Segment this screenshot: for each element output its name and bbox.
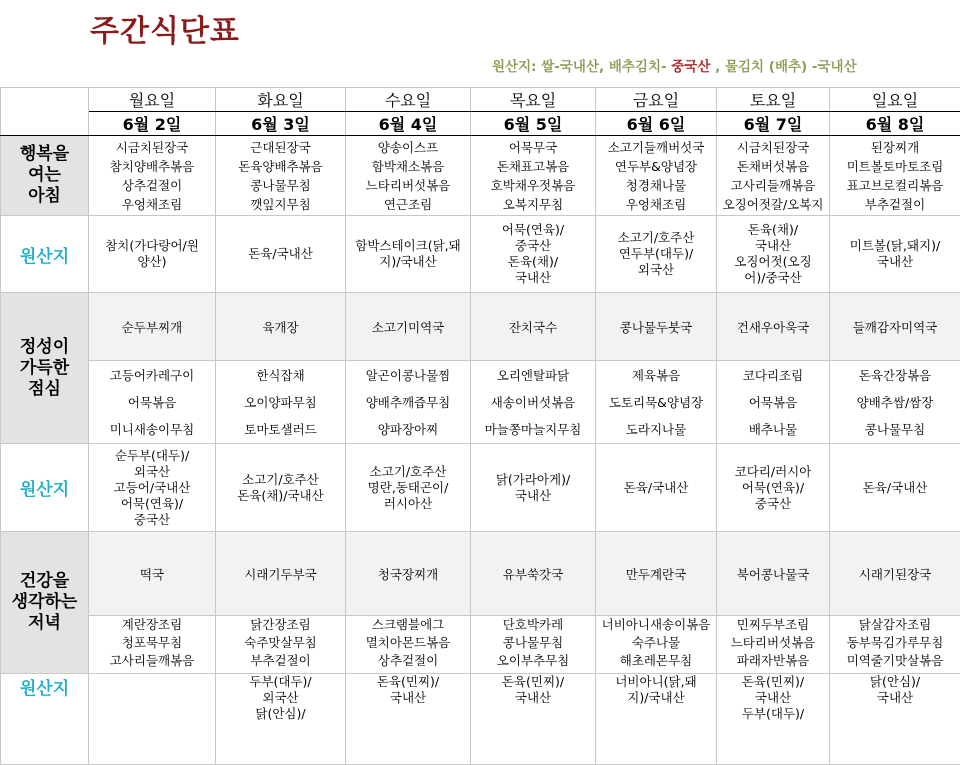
- lunch-side-dish: 도토리묵&양념장: [596, 389, 716, 416]
- lunch-origin-cell: [471, 444, 596, 532]
- lunch-origin-line: 국내산: [473, 488, 593, 504]
- dinner-side-dish: 숙주나물: [596, 634, 716, 652]
- dinner-side-dish: 단호박카레: [471, 616, 595, 634]
- dinner-origin-line: 돈육(민찌)/: [473, 674, 593, 690]
- lunch-side-dish: 토마토샐러드: [216, 416, 345, 443]
- date-header: 6월 2일: [89, 112, 216, 136]
- dinner-origin-cell: [471, 674, 596, 765]
- dinner-origin-cell: [346, 674, 471, 765]
- dinner-origin-cell: [830, 674, 960, 765]
- lunch-side-dish: 양파장아찌: [346, 416, 470, 443]
- day-header: 월요일: [89, 88, 216, 112]
- breakfast-origin-line: 오징어젓(오징: [719, 254, 827, 270]
- breakfast-soup: 어묵무국: [471, 138, 595, 157]
- dinner-side-dish: 콩나물무침: [471, 634, 595, 652]
- dinner-origin-line: 국내산: [348, 690, 468, 706]
- dinner-origin-line: 두부(대두)/: [719, 706, 827, 722]
- breakfast-origin-line: 미트볼(닭,돼지)/: [832, 238, 958, 254]
- lunch-origin-line: 닭(가라아게)/: [473, 472, 593, 488]
- breakfast-side-dish: 돈채버섯볶음: [717, 157, 829, 176]
- breakfast-side-dish: 오징어젓갈/오복지: [717, 195, 829, 214]
- day-header: 일요일: [830, 88, 960, 112]
- breakfast-side-dish: 우엉채조림: [89, 195, 215, 214]
- lunch-side-dish: 양배추깨즙무침: [346, 389, 470, 416]
- date-header: 6월 5일: [471, 112, 596, 136]
- lunch-origin-label: 원산지: [1, 444, 89, 532]
- breakfast-side-dish: 상추겉절이: [89, 176, 215, 195]
- date-header-row: [1, 112, 960, 136]
- dinner-label: 건강을 생각하는 저녁: [1, 532, 89, 674]
- lunch-soup-row: [1, 293, 960, 361]
- dinner-soup-row: [1, 532, 960, 616]
- breakfast-origin-line: 어)/중국산: [719, 270, 827, 286]
- breakfast-side-dish: 돈육양배추볶음: [216, 157, 345, 176]
- dinner-origin-line: 너비아니(닭,돼: [598, 674, 714, 690]
- dinner-side-dish: 부추겉절이: [216, 652, 345, 670]
- dinner-soup-cell: 떡국: [89, 532, 216, 616]
- lunch-side-dish: 오리엔탈파닭: [471, 362, 595, 389]
- breakfast-menu-cell: [89, 136, 216, 216]
- lunch-origin-line: 돈육/국내산: [832, 480, 958, 496]
- breakfast-side-dish: 깻잎지무침: [216, 195, 345, 214]
- breakfast-origin-line: 소고기/호주산: [598, 230, 714, 246]
- lunch-soup-cell: 소고기미역국: [346, 293, 471, 361]
- page-title: 주간식단표: [90, 6, 240, 50]
- dinner-sides-cell: [216, 616, 346, 674]
- dinner-origin-line: 국내산: [719, 690, 827, 706]
- breakfast-origin-cell: [216, 216, 346, 293]
- dinner-side-dish: 민찌두부조림: [717, 616, 829, 634]
- breakfast-side-dish: 콩나물무침: [216, 176, 345, 195]
- breakfast-menu-cell: [471, 136, 596, 216]
- lunch-origin-line: 소고기/호주산: [348, 464, 468, 480]
- breakfast-side-dish: 미트볼토마토조림: [830, 157, 960, 176]
- lunch-sides-row: [1, 361, 960, 444]
- breakfast-origin-line: 돈육(채)/: [719, 222, 827, 238]
- dinner-side-dish: 상추겉절이: [346, 652, 470, 670]
- breakfast-origin-cell: [346, 216, 471, 293]
- breakfast-soup: 소고기들깨버섯국: [596, 138, 716, 157]
- breakfast-soup: 시금치된장국: [89, 138, 215, 157]
- day-header: 목요일: [471, 88, 596, 112]
- lunch-origin-line: 소고기/호주산: [218, 472, 343, 488]
- lunch-origin-cell: [216, 444, 346, 532]
- dinner-side-dish: 닭간장조림: [216, 616, 345, 634]
- dinner-origin-line: 국내산: [473, 690, 593, 706]
- lunch-origin-line: 돈육(채)/국내산: [218, 488, 343, 504]
- breakfast-menu-row: [1, 136, 960, 216]
- day-header: 토요일: [717, 88, 830, 112]
- lunch-side-dish: 배추나물: [717, 416, 829, 443]
- breakfast-menu-cell: [346, 136, 471, 216]
- dinner-origin-cell: [216, 674, 346, 765]
- dinner-side-dish: 스크램블에그: [346, 616, 470, 634]
- dinner-origin-cell: [89, 674, 216, 765]
- origin-note: 원산지: 쌀-국내산, 배추김치- 중국산 , 물김치 (배추) -국내산: [492, 55, 857, 75]
- breakfast-menu-cell: [596, 136, 717, 216]
- breakfast-side-dish: 고사리들깨볶음: [717, 176, 829, 195]
- lunch-origin-cell: [596, 444, 717, 532]
- dinner-origin-line: 외국산: [218, 690, 343, 706]
- lunch-origin-line: 명란,동태곤이/: [348, 480, 468, 496]
- breakfast-label: 행복을 여는 아침: [1, 136, 89, 216]
- dinner-origin-line: 돈육(민찌)/: [348, 674, 468, 690]
- breakfast-origin-line: 돈육(채)/: [473, 254, 593, 270]
- lunch-side-dish: 고등어카레구이: [89, 362, 215, 389]
- breakfast-origin-line: 참치(가다랑어/원: [91, 238, 213, 254]
- lunch-sides-cell: [830, 361, 960, 444]
- lunch-soup-cell: 순두부찌개: [89, 293, 216, 361]
- breakfast-origin-line: 국내산: [832, 254, 958, 270]
- lunch-soup-cell: 잔치국수: [471, 293, 596, 361]
- breakfast-side-dish: 표고브로컬리볶음: [830, 176, 960, 195]
- dinner-side-dish: 동부묵김가루무침: [830, 634, 960, 652]
- dinner-side-dish: 닭살감자조림: [830, 616, 960, 634]
- breakfast-menu-cell: [216, 136, 346, 216]
- dinner-side-dish: 계란장조림: [89, 616, 215, 634]
- breakfast-side-dish: 호박채우젓볶음: [471, 176, 595, 195]
- dinner-origin-row: [1, 674, 960, 765]
- lunch-origin-cell: [717, 444, 830, 532]
- breakfast-origin-line: 중국산: [473, 238, 593, 254]
- breakfast-origin-cell: [471, 216, 596, 293]
- lunch-origin-line: 외국산: [91, 464, 213, 480]
- breakfast-side-dish: 청경채나물: [596, 176, 716, 195]
- breakfast-origin-line: 양산): [91, 254, 213, 270]
- dinner-origin-line: 닭(안심)/: [832, 674, 958, 690]
- breakfast-menu-cell: [717, 136, 830, 216]
- lunch-origin-line: 고등어/국내산: [91, 480, 213, 496]
- lunch-origin-line: 순두부(대두)/: [91, 448, 213, 464]
- breakfast-origin-row: [1, 216, 960, 293]
- dinner-side-dish: 멸치아몬드볶음: [346, 634, 470, 652]
- lunch-sides-cell: [471, 361, 596, 444]
- lunch-side-dish: 새송이버섯볶음: [471, 389, 595, 416]
- lunch-soup-cell: 들깨감자미역국: [830, 293, 960, 361]
- dinner-origin-line: 돈육(민찌)/: [719, 674, 827, 690]
- dinner-sides-cell: [346, 616, 471, 674]
- lunch-origin-line: 돈육/국내산: [598, 480, 714, 496]
- dinner-sides-cell: [596, 616, 717, 674]
- breakfast-origin-line: 어묵(연육)/: [473, 222, 593, 238]
- lunch-origin-line: 중국산: [91, 512, 213, 528]
- breakfast-origin-line: 국내산: [719, 238, 827, 254]
- dinner-side-dish: 고사리들깨볶음: [89, 652, 215, 670]
- dinner-side-dish: 파래자반볶음: [717, 652, 829, 670]
- dinner-origin-line: 국내산: [832, 690, 958, 706]
- dinner-side-dish: 청포묵무침: [89, 634, 215, 652]
- lunch-side-dish: 오이양파무침: [216, 389, 345, 416]
- dinner-soup-cell: 유부쑥갓국: [471, 532, 596, 616]
- dinner-sides-cell: [471, 616, 596, 674]
- date-header: 6월 8일: [830, 112, 960, 136]
- lunch-origin-cell: [830, 444, 960, 532]
- breakfast-side-dish: 오복지무침: [471, 195, 595, 214]
- dinner-sides-cell: [717, 616, 830, 674]
- breakfast-soup: 된장찌개: [830, 138, 960, 157]
- breakfast-origin-line: 국내산: [473, 270, 593, 286]
- breakfast-origin-line: 외국산: [598, 262, 714, 278]
- lunch-origin-line: 중국산: [719, 496, 827, 512]
- breakfast-origin-cell: [717, 216, 830, 293]
- dinner-soup-cell: 만두계란국: [596, 532, 717, 616]
- breakfast-side-dish: 함박채소볶음: [346, 157, 470, 176]
- breakfast-side-dish: 부추겉절이: [830, 195, 960, 214]
- header-corner: [1, 88, 89, 136]
- breakfast-origin-line: 지)/국내산: [348, 254, 468, 270]
- lunch-origin-line: 코다리/러시아: [719, 464, 827, 480]
- day-header: 화요일: [216, 88, 346, 112]
- lunch-soup-cell: 건새우아욱국: [717, 293, 830, 361]
- dinner-origin-line: 지)/국내산: [598, 690, 714, 706]
- breakfast-origin-line: 연두부(대두)/: [598, 246, 714, 262]
- lunch-side-dish: 어묵볶음: [89, 389, 215, 416]
- dinner-soup-cell: 북어콩나물국: [717, 532, 830, 616]
- lunch-side-dish: 돈육간장볶음: [830, 362, 960, 389]
- dinner-sides-cell: [830, 616, 960, 674]
- breakfast-origin-cell: [830, 216, 960, 293]
- lunch-side-dish: 마늘쫑마늘지무침: [471, 416, 595, 443]
- date-header: 6월 6일: [596, 112, 717, 136]
- lunch-sides-cell: [596, 361, 717, 444]
- dinner-sides-cell: [89, 616, 216, 674]
- dinner-side-dish: 해초레몬무침: [596, 652, 716, 670]
- day-header: 금요일: [596, 88, 717, 112]
- breakfast-side-dish: 참치양배추볶음: [89, 157, 215, 176]
- dinner-side-dish: 너비아니새송이볶음: [596, 616, 716, 634]
- dinner-side-dish: 숙주맛살무침: [216, 634, 345, 652]
- lunch-side-dish: 미니새송이무침: [89, 416, 215, 443]
- breakfast-side-dish: 느타리버섯볶음: [346, 176, 470, 195]
- lunch-sides-cell: [717, 361, 830, 444]
- lunch-sides-cell: [89, 361, 216, 444]
- lunch-soup-cell: 육개장: [216, 293, 346, 361]
- lunch-side-dish: 양배추쌈/쌈장: [830, 389, 960, 416]
- lunch-side-dish: 한식잡채: [216, 362, 345, 389]
- date-header: 6월 7일: [717, 112, 830, 136]
- dinner-soup-cell: 시래기두부국: [216, 532, 346, 616]
- lunch-origin-cell: [89, 444, 216, 532]
- breakfast-menu-cell: [830, 136, 960, 216]
- breakfast-origin-cell: [89, 216, 216, 293]
- dinner-sides-row: [1, 616, 960, 674]
- breakfast-origin-cell: [596, 216, 717, 293]
- lunch-origin-line: 어묵(연육)/: [91, 496, 213, 512]
- breakfast-side-dish: 우엉채조림: [596, 195, 716, 214]
- lunch-origin-cell: [346, 444, 471, 532]
- breakfast-side-dish: 연근조림: [346, 195, 470, 214]
- lunch-side-dish: 어묵볶음: [717, 389, 829, 416]
- breakfast-soup: 양송이스프: [346, 138, 470, 157]
- dinner-origin-line: 두부(대두)/: [218, 674, 343, 690]
- dinner-origin-line: 닭(안심)/: [218, 706, 343, 722]
- dinner-side-dish: 느타리버섯볶음: [717, 634, 829, 652]
- breakfast-soup: 근대된장국: [216, 138, 345, 157]
- breakfast-side-dish: 연두부&양념장: [596, 157, 716, 176]
- dinner-origin-label: 원산지: [1, 674, 89, 765]
- lunch-origin-line: 러시아산: [348, 496, 468, 512]
- lunch-origin-row: [1, 444, 960, 532]
- lunch-side-dish: 알곤이콩나물찜: [346, 362, 470, 389]
- dinner-soup-cell: 시래기된장국: [830, 532, 960, 616]
- breakfast-side-dish: 돈채표고볶음: [471, 157, 595, 176]
- breakfast-origin-line: 돈육/국내산: [218, 246, 343, 262]
- date-header: 6월 4일: [346, 112, 471, 136]
- dinner-origin-cell: [596, 674, 717, 765]
- weekly-menu-table: [0, 87, 960, 765]
- lunch-side-dish: 코다리조림: [717, 362, 829, 389]
- lunch-label: 정성이 가득한 점심: [1, 293, 89, 444]
- lunch-sides-cell: [216, 361, 346, 444]
- day-header-row: [1, 88, 960, 112]
- dinner-side-dish: 오이부추무침: [471, 652, 595, 670]
- lunch-side-dish: 제육볶음: [596, 362, 716, 389]
- breakfast-origin-line: 함박스테이크(닭,돼: [348, 238, 468, 254]
- lunch-side-dish: 도라지나물: [596, 416, 716, 443]
- day-header: 수요일: [346, 88, 471, 112]
- breakfast-soup: 시금치된장국: [717, 138, 829, 157]
- dinner-side-dish: 미역줄기맛살볶음: [830, 652, 960, 670]
- date-header: 6월 3일: [216, 112, 346, 136]
- lunch-side-dish: 콩나물무침: [830, 416, 960, 443]
- breakfast-origin-label: 원산지: [1, 216, 89, 293]
- dinner-soup-cell: 청국장찌개: [346, 532, 471, 616]
- lunch-sides-cell: [346, 361, 471, 444]
- lunch-soup-cell: 콩나물두붓국: [596, 293, 717, 361]
- dinner-origin-cell: [717, 674, 830, 765]
- lunch-origin-line: 어묵(연육)/: [719, 480, 827, 496]
